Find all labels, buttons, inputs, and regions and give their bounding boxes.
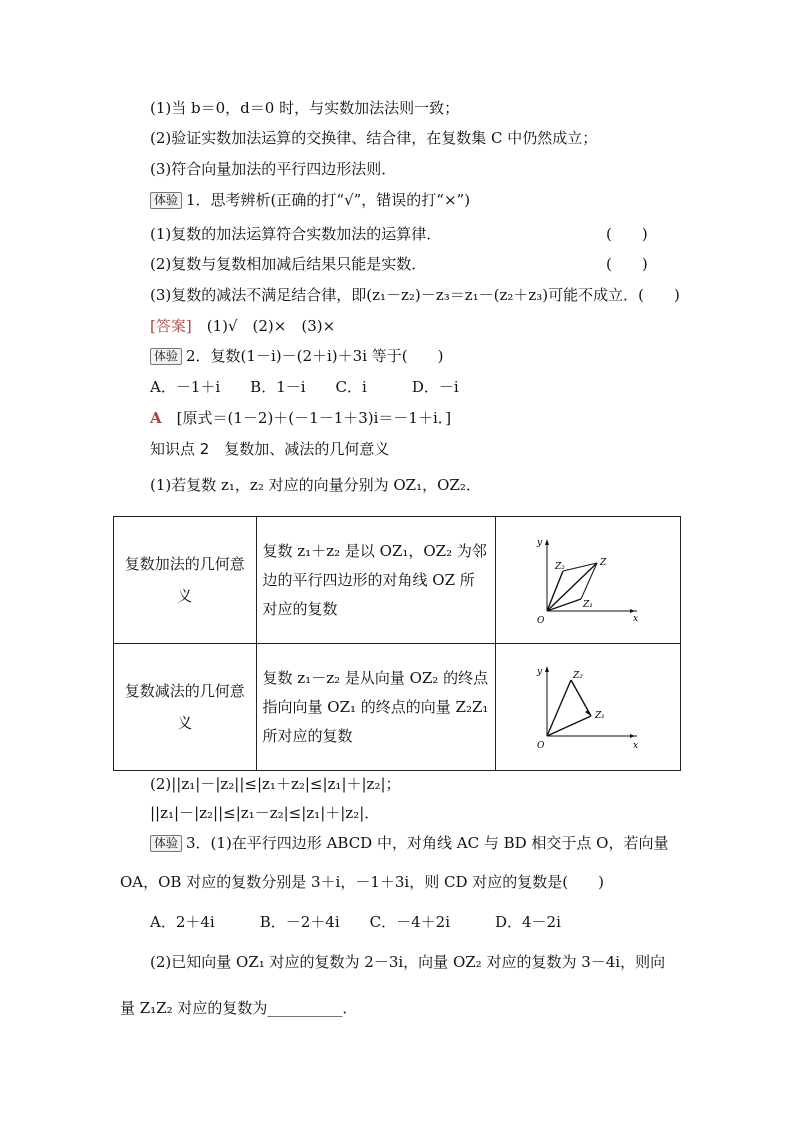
- z2-label: Z₂: [554, 562, 565, 572]
- experience-tag-1: 体验: [150, 192, 182, 209]
- inequality-1: (2)||z₁|－|z₂||≤|z₁＋z₂|≤|z₁|＋|z₂|；: [150, 775, 401, 793]
- exercise-3-part-2-line-2: 量 Z₁Z₂ 对应的复数为__________．: [120, 999, 358, 1017]
- geometry-table: [113, 516, 681, 771]
- origin-label: O: [536, 741, 545, 750]
- z1-label: Z₁: [594, 711, 605, 721]
- exercise-1: 体验 1．思考辨析(正确的打“√”，错误的打“×”): [150, 190, 470, 210]
- blank-paren-2: ( ): [606, 255, 648, 273]
- answer-key: A: [150, 409, 162, 427]
- x-axis-label: x: [632, 614, 638, 623]
- inequality-2: ||z₁|－|z₂||≤|z₁－z₂|≤|z₁|＋|z₂|．: [150, 804, 380, 822]
- exercise-2-options: A．－1＋i B．1－i C．i D．－i: [150, 378, 459, 396]
- row-desc-subtraction: 复数 z₁－z₂ 是从向量 OZ₂ 的终点指向向量 OZ₁ 的终点的向量 Z₂Z₁ 所对应的复数: [256, 644, 495, 771]
- line-3: (3)符合向量加法的平行四边形法则．: [150, 160, 397, 178]
- experience-tag-3: 体验: [150, 835, 182, 852]
- table-row: [114, 517, 681, 644]
- subtraction-diagram: [533, 660, 643, 750]
- row-name-addition: 复数加法的几何意义: [114, 517, 257, 644]
- exercise-3: 体验 3．(1)在平行四边形 ABCD 中，对角线 AC 与 BD 相交于点 O，若向量: [150, 833, 668, 853]
- z1-label: Z₁: [582, 600, 593, 610]
- experience-tag-2: 体验: [150, 348, 182, 365]
- exercise-2: 体验 2．复数(1－i)－(2＋i)＋3i 等于( ): [150, 346, 443, 366]
- exercise-1-item-2: (2)复数与复数相加减后结果只能是实数．: [150, 255, 427, 273]
- exercise-3-options: A．2＋4i B．－2＋4i C．－4＋2i D．4－2i: [150, 913, 561, 931]
- x-axis-label: x: [632, 741, 638, 750]
- y-axis-label: y: [536, 538, 542, 548]
- exercise-3-part-2: (2)已知向量 OZ₁ 对应的复数为 2－3i，向量 OZ₂ 对应的复数为 3－4i，则向: [150, 953, 666, 971]
- answer-1: [答案] (1)√ (2)× (3)×: [150, 317, 336, 335]
- line-1: (1)当 b＝0，d＝0 时，与实数加法法则一致；: [150, 99, 460, 117]
- knowledge-point-title: 知识点 2 复数加、减法的几何意义: [150, 440, 390, 458]
- answer-2: A [原式＝(1－2)＋(－1－1＋3)i＝－1＋i．]: [150, 409, 452, 427]
- blank-paren-1: ( ): [606, 225, 648, 243]
- exercise-1-item-3: (3)复数的减法不满足结合律，即(z₁－z₂)－z₃＝z₁－(z₂＋z₃)可能不成立．( ): [150, 286, 680, 304]
- line-vectors: (1)若复数 z₁，z₂ 对应的向量分别为 OZ₁，OZ₂．: [150, 476, 481, 494]
- exercise-1-item-1: (1)复数的加法运算符合实数加法的运算律．: [150, 225, 442, 243]
- answer-label: [答案]: [150, 317, 192, 335]
- z2-label: Z₂: [572, 671, 583, 681]
- y-axis-label: y: [536, 667, 542, 677]
- line-2: (2)验证实数加法运算的交换律、结合律，在复数集 C 中仍然成立；: [150, 129, 598, 147]
- exercise-3-line-2: OA，OB 对应的复数分别是 3＋i，－1＋3i，则 CD 对应的复数是( ): [120, 873, 604, 891]
- origin-label: O: [536, 616, 545, 623]
- row-name-subtraction: 复数减法的几何意义: [114, 644, 257, 771]
- subtraction-figure: [495, 644, 680, 771]
- addition-figure: [495, 517, 680, 644]
- row-desc-addition: 复数 z₁＋z₂ 是以 OZ₁，OZ₂ 为邻边的平行四边形的对角线 OZ 所对应的复数: [256, 517, 495, 644]
- parallelogram-diagram: [533, 533, 643, 623]
- z-label: Z: [599, 558, 607, 568]
- table-row: [114, 644, 681, 771]
